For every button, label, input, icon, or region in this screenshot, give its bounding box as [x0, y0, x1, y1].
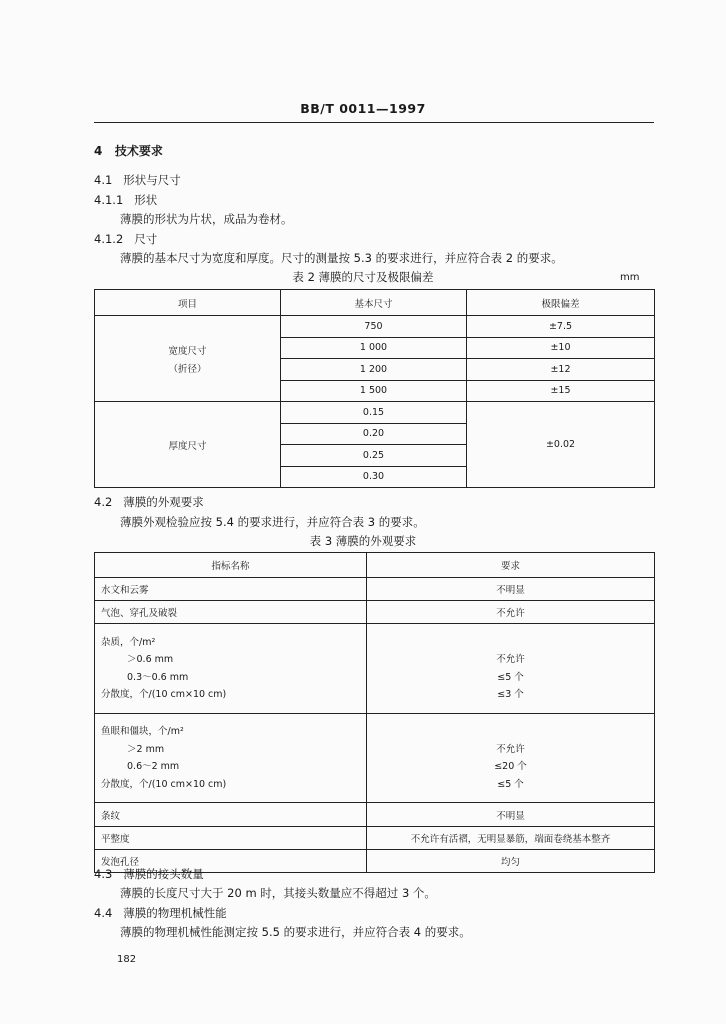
column-header: 极限偏差 — [467, 290, 655, 316]
section-title: 形状 — [134, 193, 158, 207]
cell-line: ≤5 个 — [497, 671, 524, 683]
table-cell: 不允许有活褶，无明显暴筋，端面卷绕基本整齐 — [367, 827, 655, 850]
impurity-requirement-cell — [367, 624, 655, 714]
table-cell: 0.25 — [281, 445, 467, 467]
cell-line: 杂质，个/m² — [101, 636, 156, 648]
cell-line: ＞2 mm — [127, 743, 165, 755]
section-4-1-1-heading — [94, 192, 157, 208]
cell-line: 分散度，个/(10 cm×10 cm) — [101, 778, 227, 790]
cell-line: 分散度，个/(10 cm×10 cm) — [101, 689, 227, 700]
table3-caption: 表 3 薄膜的外观要求 — [309, 534, 417, 548]
table-row — [95, 714, 655, 803]
table-header-row — [95, 553, 655, 578]
column-header: 基本尺寸 — [281, 290, 467, 316]
table-cell: 均匀 — [367, 850, 655, 873]
table-cell: 不明显 — [367, 578, 655, 601]
table-cell: 发泡孔径 — [95, 850, 367, 873]
column-header: 指标名称 — [95, 553, 367, 578]
table-cell: ±10 — [467, 337, 655, 359]
cell-line: ≤20 个 — [494, 761, 527, 772]
table-cell: 0.30 — [281, 466, 467, 488]
section-number: 4.2 — [94, 495, 113, 509]
table-cell: 气泡、穿孔及破裂 — [95, 601, 367, 624]
fisheye-requirement-cell — [367, 714, 655, 803]
section-4-1-heading — [94, 172, 181, 188]
width-sublabel: （折径） — [168, 363, 207, 375]
section-number: 4.3 — [94, 867, 113, 881]
table-2 — [94, 289, 655, 488]
cell-line: 不允许 — [496, 654, 525, 665]
table-cell: 750 — [281, 316, 467, 338]
section-4-2-heading — [94, 494, 204, 510]
table2-unit: mm — [620, 272, 640, 283]
table-cell: ±15 — [467, 380, 655, 402]
page-number: 182 — [117, 954, 137, 965]
section-4-1-2-text: 薄膜的基本尺寸为宽度和厚度。尺寸的测量按 5.3 的要求进行，并应符合表 2 的要求。 — [120, 251, 563, 265]
fisheye-cell — [95, 714, 367, 803]
section-4-heading — [94, 142, 163, 159]
table-row — [95, 316, 655, 338]
section-title: 薄膜的物理机械性能 — [123, 906, 227, 920]
section-4-3-heading — [94, 866, 204, 882]
section-4-4-heading — [94, 905, 227, 921]
section-number: 4.1.2 — [94, 232, 124, 246]
table2-caption: 表 2 薄膜的尺寸及极限偏差 — [292, 270, 434, 284]
thickness-label: 厚度尺寸 — [95, 402, 281, 488]
table-header-row — [95, 290, 655, 316]
table-row — [95, 402, 655, 424]
column-header: 项目 — [95, 290, 281, 316]
header-rule — [94, 122, 654, 123]
section-title: 薄膜的外观要求 — [123, 495, 204, 509]
section-number: 4.4 — [94, 906, 113, 920]
cell-line: ＞0.6 mm — [127, 654, 174, 665]
table-row — [95, 578, 655, 601]
table-cell: 1 500 — [281, 380, 467, 402]
cell-line: 0.3～0.6 mm — [127, 671, 189, 683]
table-row — [95, 803, 655, 827]
table-3 — [94, 552, 655, 873]
section-4-2-text: 薄膜外观检验应按 5.4 的要求进行，并应符合表 3 的要求。 — [120, 515, 425, 529]
table-row — [95, 601, 655, 624]
table-row — [95, 624, 655, 714]
section-number: 4.1 — [94, 173, 113, 187]
width-label: 宽度尺寸 — [168, 345, 207, 357]
section-title: 薄膜的接头数量 — [123, 867, 204, 881]
section-4-1-1-text: 薄膜的形状为片状，成品为卷材。 — [120, 212, 293, 226]
section-number: 4.1.1 — [94, 193, 124, 207]
table-row — [95, 827, 655, 850]
cell-line: 鱼眼和僵块，个/m² — [101, 726, 184, 737]
table-cell: 不允许 — [367, 601, 655, 624]
cell-line: 不允许 — [496, 743, 525, 755]
document-header: BB/T 0011—1997 — [300, 101, 426, 116]
section-4-1-2-heading — [94, 231, 157, 247]
table-cell: 不明显 — [367, 803, 655, 827]
column-header: 要求 — [367, 553, 655, 578]
section-4-4-text: 薄膜的物理机械性能测定按 5.5 的要求进行，并应符合表 4 的要求。 — [120, 925, 471, 939]
table-cell: 1 200 — [281, 359, 467, 381]
table-cell: ±12 — [467, 359, 655, 381]
cell-line: ≤5 个 — [497, 778, 524, 790]
cell-line: 0.6～2 mm — [127, 761, 180, 772]
table-cell: 平整度 — [95, 827, 367, 850]
thickness-deviation: ±0.02 — [467, 402, 655, 488]
table-cell: 条纹 — [95, 803, 367, 827]
table-cell: 水文和云雾 — [95, 578, 367, 601]
cell-line: ≤3 个 — [497, 689, 524, 700]
section-4-3-text: 薄膜的长度尺寸大于 20 m 时，其接头数量应不得超过 3 个。 — [120, 886, 436, 900]
table-cell: ±7.5 — [467, 316, 655, 338]
section-number: 4 — [94, 144, 103, 158]
impurity-cell — [95, 624, 367, 714]
table-cell: 0.15 — [281, 402, 467, 424]
table-cell: 1 000 — [281, 337, 467, 359]
section-title: 形状与尺寸 — [123, 173, 181, 187]
width-label-cell — [95, 316, 281, 402]
table-cell: 0.20 — [281, 423, 467, 445]
section-title: 尺寸 — [134, 232, 158, 246]
section-title: 技术要求 — [114, 144, 163, 158]
